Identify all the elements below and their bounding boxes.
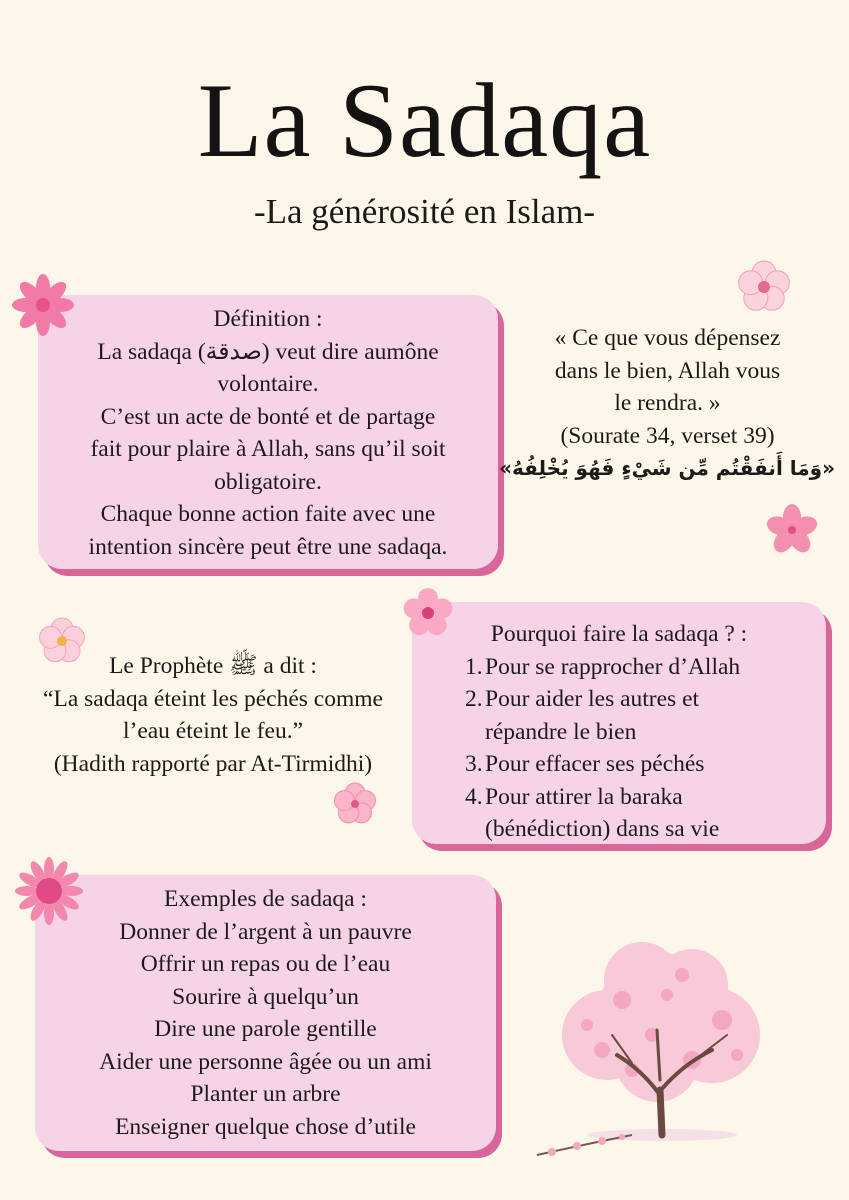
hadith-reference: (Hadith rapporté par At-Tirmidhi)	[53, 750, 373, 777]
list-item-text: Pour se rapprocher d’Allah	[485, 653, 741, 680]
flower-icon	[399, 584, 457, 642]
list-number: 2.	[465, 686, 483, 712]
exemples-line: Planter un arbre	[190, 1081, 341, 1107]
list-item-text: Pour attirer la baraka	[485, 783, 683, 810]
exemples-heading: Exemples de sadaqa :	[164, 886, 367, 912]
cherry-blossom-tree-icon	[532, 940, 782, 1170]
list-number: 1.	[465, 653, 483, 680]
definition-line: obligatoire.	[214, 468, 322, 495]
hadith-line: Le Prophète ﷺ a dit :	[109, 653, 317, 679]
list-item	[465, 748, 826, 781]
definition-line: intention sincère peut être une sadaqa.	[88, 533, 448, 560]
definition-heading: Définition :	[213, 306, 323, 332]
flower-icon	[331, 780, 379, 828]
definition-line: C’est un acte de bonté et de partage	[100, 403, 436, 430]
quote-reference: (Sourate 34, verset 39)	[560, 422, 775, 449]
list-item	[465, 683, 826, 748]
exemples-line: Aider une personne âgée ou un ami	[99, 1048, 432, 1075]
definition-line: Chaque bonne action faite avec une	[100, 501, 436, 527]
quote-line: « Ce que vous dépensez	[554, 325, 781, 351]
list-item-text: Pour effacer ses péchés	[485, 751, 705, 777]
list-number: 4.	[465, 783, 483, 810]
quote-line: dans le bien, Allah vous	[554, 357, 781, 384]
hadith-quote	[10, 650, 416, 780]
flower-icon	[735, 258, 793, 316]
pourquoi-heading: Pourquoi faire la sadaqa ? :	[490, 621, 748, 647]
flower-icon	[14, 856, 84, 926]
flower-icon	[764, 502, 820, 558]
list-item	[465, 781, 826, 846]
page-subtitle: -La générosité en Islam-	[253, 192, 596, 231]
exemples-line: Enseigner quelque chose d’utile	[115, 1113, 416, 1140]
definition-line: La sadaqa (صدقة) veut dire aumône	[97, 338, 439, 365]
flower-icon	[10, 272, 76, 338]
exemples-card	[35, 875, 496, 1151]
quote-arabic: «وَمَا أَنفَقْتُم مِّن شَيْءٍ فَهُوَ يُخْلِفُهُ»	[499, 456, 835, 480]
flower-icon	[36, 615, 88, 667]
page-title: La Sadaqa	[197, 62, 652, 179]
hadith-line: “La sadaqa éteint les péchés comme	[43, 685, 383, 712]
exemples-line: Donner de l’argent à un pauvre	[119, 918, 412, 945]
list-item-text: (bénédiction) dans sa vie	[485, 816, 720, 842]
exemples-line: Offrir un repas ou de l’eau	[140, 951, 391, 977]
exemples-line: Dire une parole gentille	[154, 1016, 377, 1042]
list-item	[465, 651, 826, 684]
quote-line: le rendra. »	[614, 390, 721, 416]
quran-quote	[500, 322, 835, 485]
list-item-text: Pour aider les autres et	[485, 686, 700, 712]
list-number: 3.	[465, 751, 483, 777]
definition-card	[38, 295, 498, 569]
definition-line: volontaire.	[217, 371, 319, 397]
list-item-text: répandre le bien	[485, 718, 637, 745]
exemples-line: Sourire à quelqu’un	[172, 983, 359, 1010]
hadith-line: l’eau éteint le feu.”	[122, 718, 304, 744]
definition-line: fait pour plaire à Allah, sans qu’il soit	[90, 436, 446, 462]
reasons-list	[412, 651, 826, 846]
pourquoi-card	[412, 602, 826, 844]
